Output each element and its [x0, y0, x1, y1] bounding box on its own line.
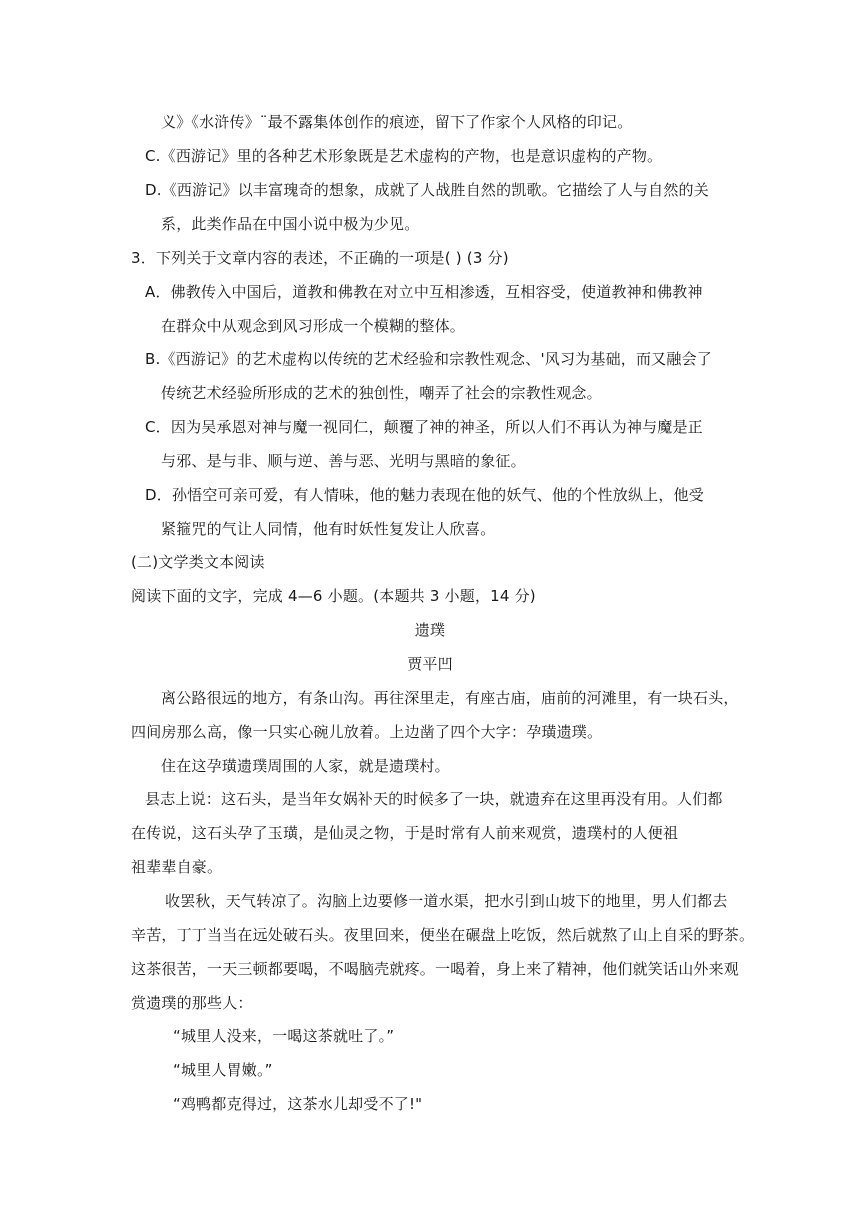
q3-option-b-line1: B.《西游记》的艺术虚构以传统的艺术经验和宗教性观念、'风习为基础，而又融会了 [145, 350, 712, 368]
article-author: 贾平凹 [407, 655, 453, 673]
paragraph-1-line2: 四间房那么高，像一只实心碗儿放着。上边凿了四个大字：孕璜遗璞。 [131, 723, 603, 741]
paragraph-3-line1: 县志上说：这石头，是当年女娲补天的时候多了一块，就遗弃在这里再没有用。人们都 [145, 790, 723, 808]
q3-option-d-line1: D．孙悟空可亲可爱，有人情味，他的魅力表现在他的妖气、他的个性放纵上，他受 [145, 486, 704, 504]
section-instruction: 阅读下面的文字，完成 4—6 小题。(本题共 3 小题，14 分) [131, 587, 536, 605]
dialogue-quote-1: “城里人没来，一喝这茶就吐了。” [173, 1027, 395, 1045]
paragraph-2: 住在这孕璜遗璞周围的人家，就是遗璞村。 [161, 757, 450, 775]
q3-option-c-line1: C．因为吴承恩对神与魔一视同仁，颠覆了神的神圣，所以人们不再认为神与魔是正 [145, 418, 703, 436]
paragraph-4-line2: 辛苦，丁丁当当在远处破石头。夜里回来，便坐在碾盘上吃饭，然后就熬了山上自采的野茶。 [131, 926, 755, 944]
q3-option-a-line2: 在群众中从观念到风习形成一个模糊的整体。 [161, 317, 466, 335]
q2-option-d-line1: D.《西游记》以丰富瑰奇的想象，成就了人战胜自然的凯歌。它描绘了人与自然的关 [145, 181, 709, 199]
q2-option-c: C.《西游记》里的各种艺术形象既是艺术虚构的产物，也是意识虚构的产物。 [145, 147, 663, 165]
dialogue-quote-2: “城里人胃嫩。” [173, 1061, 273, 1079]
q3-option-b-line2: 传统艺术经验所形成的艺术的独创性，嘲弄了社会的宗教性观念。 [161, 384, 602, 402]
section-heading: (二)文学类文本阅读 [131, 553, 265, 571]
q3-option-d-line2: 紧箍咒的气让人同情，他有时妖性复发让人欣喜。 [161, 520, 496, 538]
paragraph-4-line4: 赏遗璞的那些人： [131, 994, 253, 1012]
article-title: 遗璞 [414, 621, 446, 639]
q3-option-a-line1: A．佛教传入中国后，道教和佛教在对立中互相渗透，互相容受，使道教神和佛教神 [145, 283, 703, 301]
paragraph-3-line2: 在传说，这石头孕了玉璜，是仙灵之物，于是时常有人前来观赏，遗璞村的人便祖 [131, 824, 679, 842]
q2-option-d-line2: 系，此类作品在中国小说中极为少见。 [161, 215, 420, 233]
paragraph-1-line1: 离公路很远的地方，有条山沟。再往深里走，有座古庙，庙前的河滩里，有一块石头， [161, 689, 739, 707]
q3-stem: 3．下列关于文章内容的表述，不正确的一项是( ) (3 分) [131, 249, 509, 267]
q2-continuation-line: 义》《水浒传》¨最不露集体创作的痕迹，留下了作家个人风格的印记。 [161, 113, 633, 131]
paragraph-4-line1: 收罢秋，天气转凉了。沟脑上边要修一道水渠，把水引到山坡下的地里，男人们都去 [165, 892, 728, 910]
q3-option-c-line2: 与邪、是与非、顺与逆、善与恶、光明与黑暗的象征。 [161, 452, 526, 470]
paragraph-4-line3: 这茶很苦，一天三顿都要喝，不喝脑壳就疼。一喝着，身上来了精神，他们就笑话山外来观 [131, 960, 740, 978]
paragraph-3-line3: 祖辈辈自豪。 [131, 858, 223, 876]
dialogue-quote-3: “鸡鸭都克得过，这茶水儿却受不了!" [173, 1095, 423, 1113]
